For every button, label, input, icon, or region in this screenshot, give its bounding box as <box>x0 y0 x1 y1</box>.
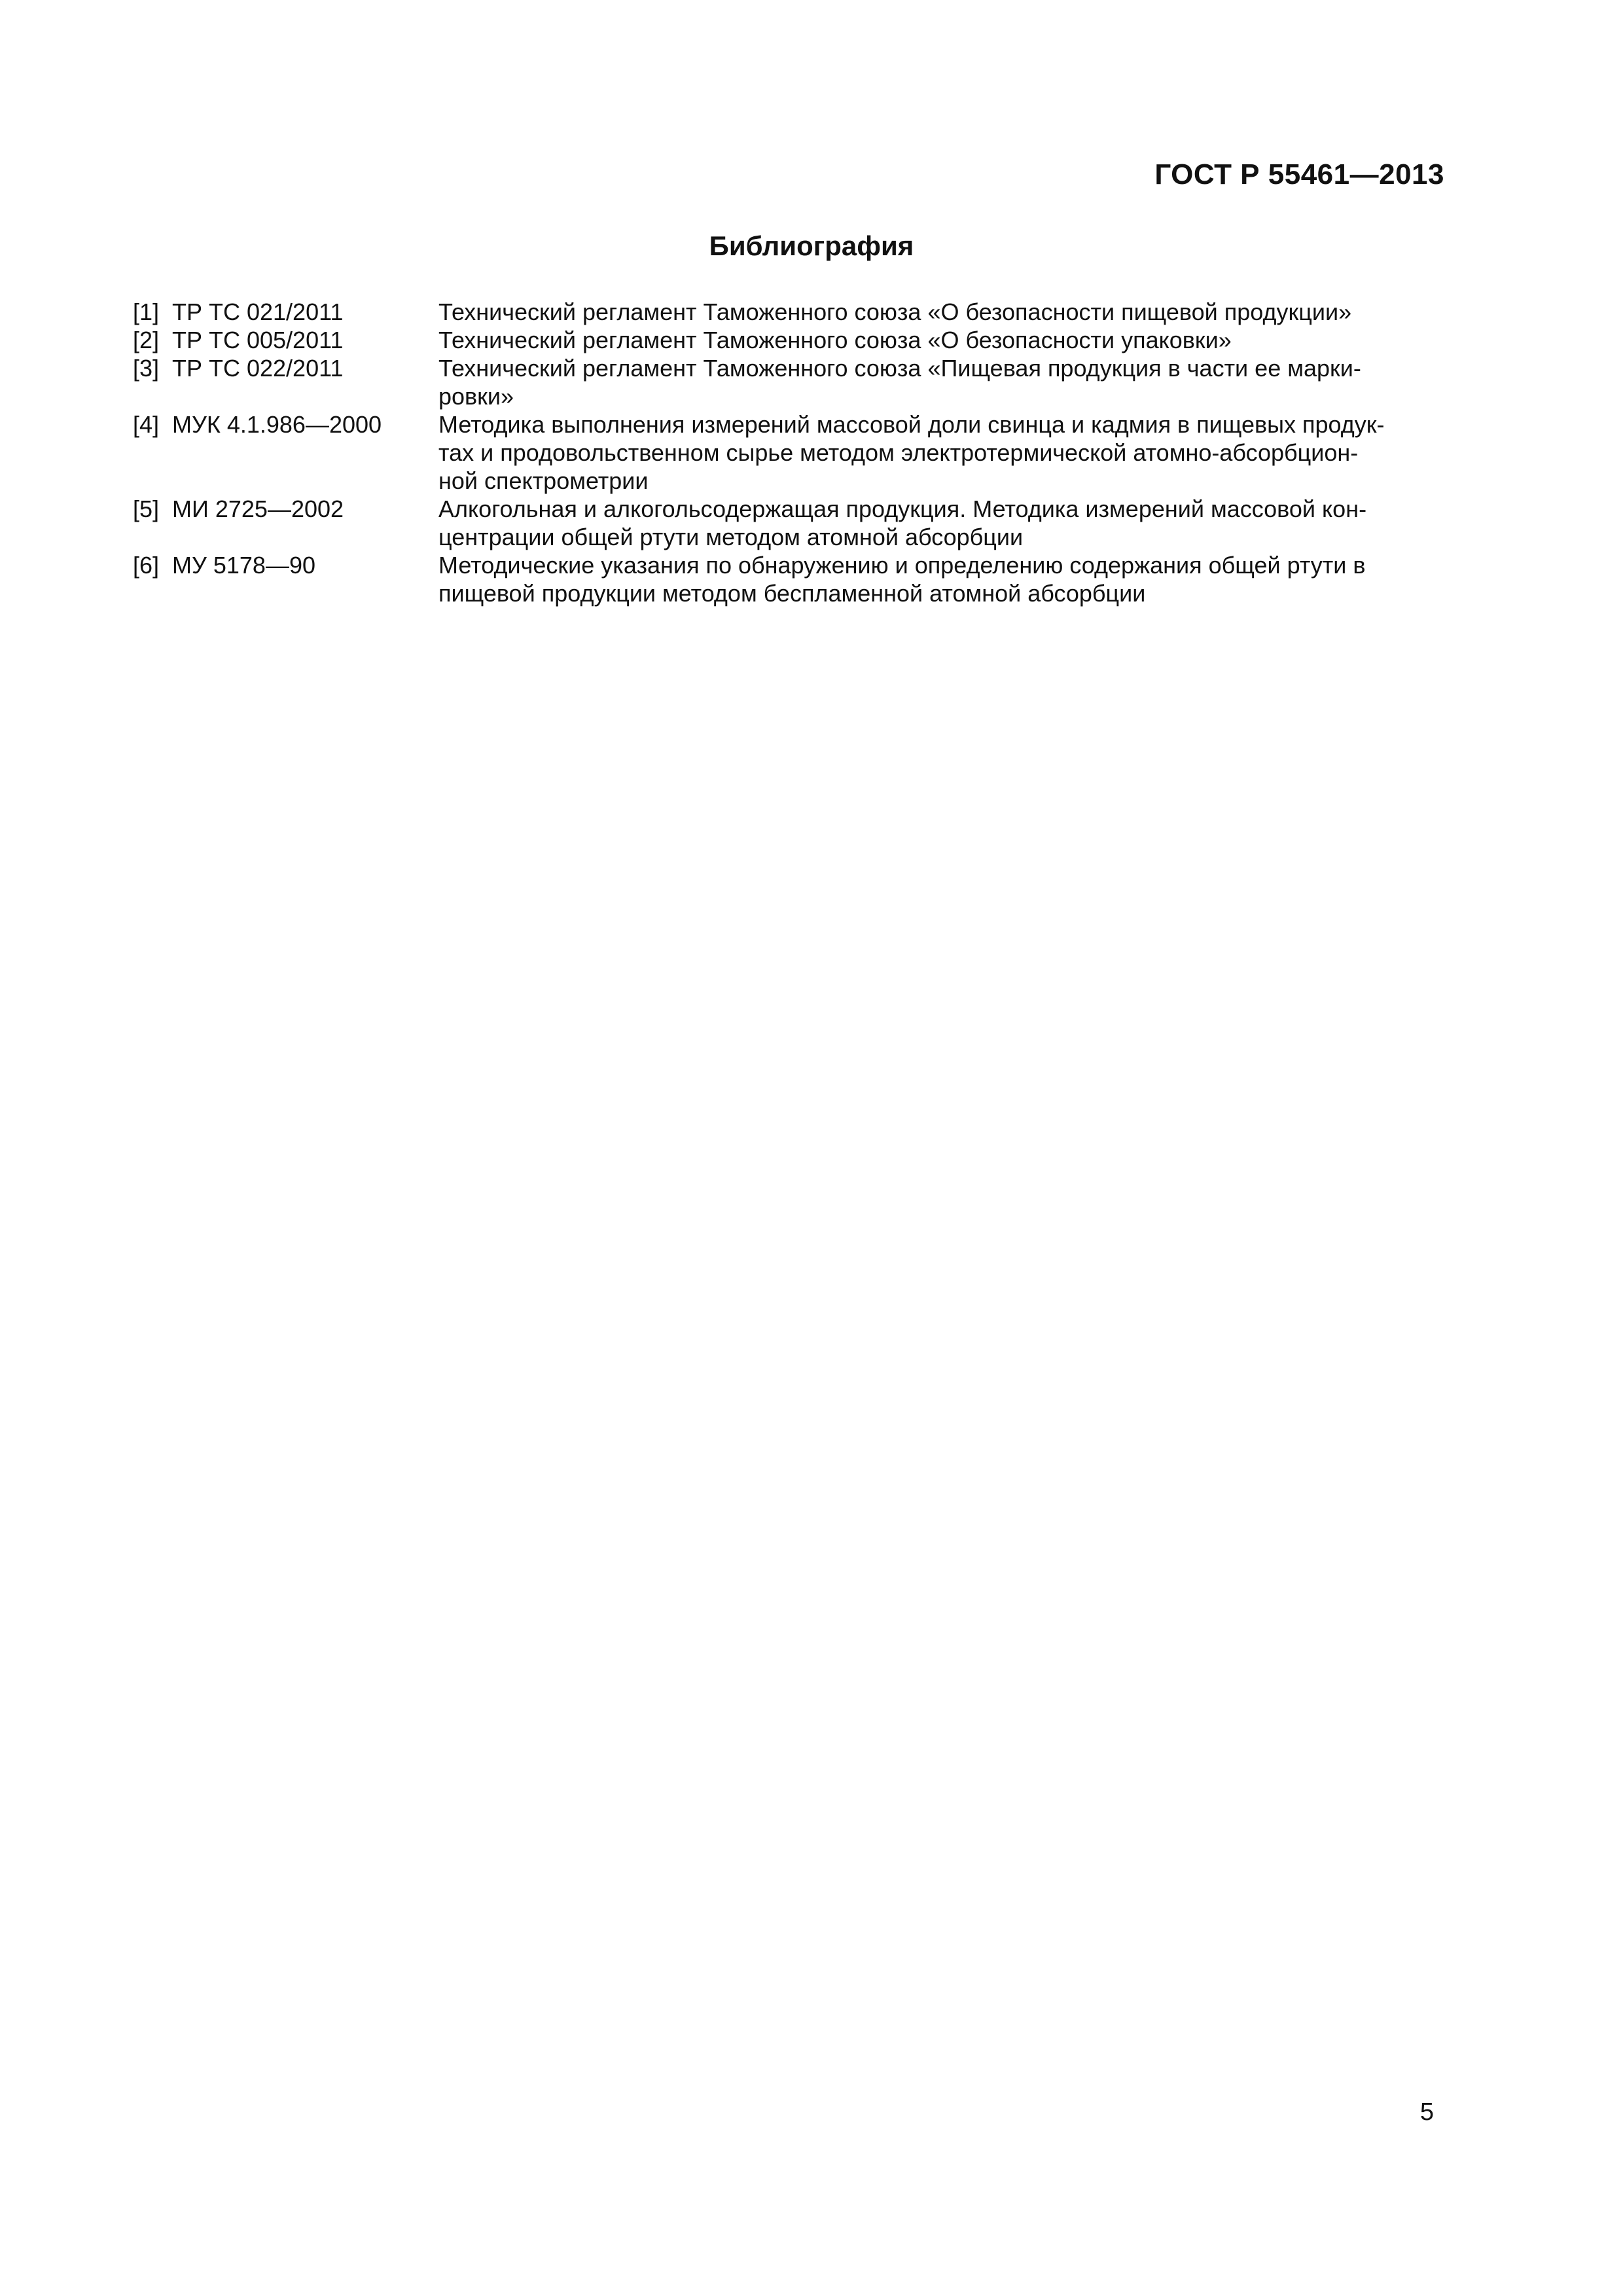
entry-number: [6] <box>133 552 160 579</box>
entry-number: [1] <box>133 298 160 325</box>
entry-text-line: ной спектрометрии <box>438 467 649 494</box>
entry-text <box>438 410 1433 495</box>
entry-text <box>438 354 1433 410</box>
section-title: Библиография <box>709 230 914 261</box>
entry-number: [4] <box>133 411 160 438</box>
bibliography-entry <box>133 410 1433 495</box>
entry-number: [5] <box>133 495 160 522</box>
entry-text-line: Методические указания по обнаружению и определению содержания общей ртути в <box>438 552 1366 579</box>
entry-text-line: Алкогольная и алкогольсодержащая продукция. Методика измерений массовой кон- <box>438 495 1367 522</box>
entry-code: ТР ТС 022/2011 <box>172 355 344 382</box>
bibliography-entry <box>133 495 1433 551</box>
entry-text-line: Методика выполнения измерений массовой доли свинца и кадмия в пищевых продук- <box>438 411 1385 438</box>
bibliography-entry <box>133 326 1433 354</box>
entry-text-line: Технический регламент Таможенного союза «О безопасности упаковки» <box>438 327 1232 353</box>
entry-text-line: пищевой продукции методом беспламенной атомной абсорбции <box>438 580 1146 607</box>
entry-text <box>438 298 1433 326</box>
bibliography-list <box>133 298 1433 607</box>
entry-code: МИ 2725—2002 <box>172 495 344 522</box>
entry-code: ТР ТС 005/2011 <box>172 327 344 353</box>
page-number: 5 <box>1419 2098 1434 2126</box>
entry-code: МУК 4.1.986—2000 <box>172 411 382 438</box>
bibliography-entry <box>133 298 1433 326</box>
document-code: ГОСТ Р 55461—2013 <box>1154 158 1444 190</box>
entry-number: [2] <box>133 327 160 353</box>
entry-text-line: тах и продовольственном сырье методом электротермической атомно-абсорбцион- <box>438 439 1359 466</box>
entry-code: ТР ТС 021/2011 <box>172 298 344 325</box>
bibliography-entry <box>133 354 1433 410</box>
entry-code: МУ 5178—90 <box>172 552 315 579</box>
entry-text <box>438 551 1433 607</box>
bibliography-entry <box>133 551 1433 607</box>
entry-text-line: ровки» <box>438 383 514 410</box>
entry-text <box>438 495 1433 551</box>
entry-text-line: центрации общей ртути методом атомной абсорбции <box>438 524 1024 550</box>
entry-number: [3] <box>133 355 160 382</box>
entry-text <box>438 326 1433 354</box>
entry-text-line: Технический регламент Таможенного союза «О безопасности пищевой продукции» <box>438 298 1352 325</box>
entry-text-line: Технический регламент Таможенного союза «Пищевая продукция в части ее марки- <box>438 355 1361 382</box>
